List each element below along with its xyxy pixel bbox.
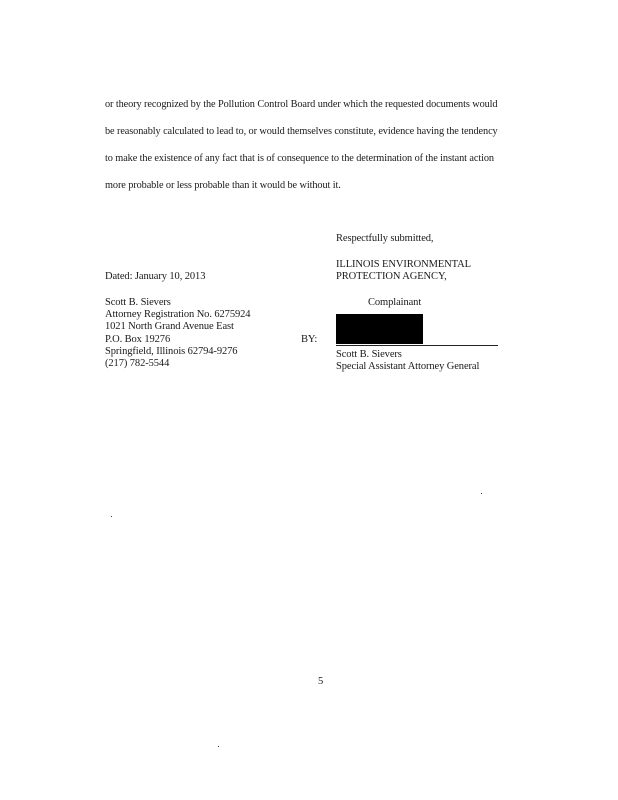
scan-speck <box>481 493 482 494</box>
scan-speck <box>111 516 112 517</box>
body-line-1: or theory recognized by the Pollution Control Board under which the requested documents would <box>105 99 498 110</box>
attorney-registration: Attorney Registration No. 6275924 <box>105 309 251 320</box>
signer-title: Special Assistant Attorney General <box>336 361 480 372</box>
attorney-name: Scott B. Sievers <box>105 297 171 308</box>
party-name-line-2: PROTECTION AGENCY, <box>336 271 447 282</box>
attorney-po-box: P.O. Box 19276 <box>105 334 171 345</box>
attorney-street: 1021 North Grand Avenue East <box>105 321 234 332</box>
signature-line <box>336 345 498 346</box>
date-line: Dated: January 10, 2013 <box>105 271 206 282</box>
attorney-phone: (217) 782-5544 <box>105 358 170 369</box>
signer-name: Scott B. Sievers <box>336 349 402 360</box>
by-label: BY: <box>301 334 318 345</box>
body-line-2: be reasonably calculated to lead to, or would themselves constitute, evidence having the tendency <box>105 126 498 137</box>
attorney-city: Springfield, Illinois 62794-9276 <box>105 346 238 357</box>
closing-text: Respectfully submitted, <box>336 233 434 244</box>
page-number: 5 <box>318 676 324 687</box>
body-line-4: more probable or less probable than it would be without it. <box>105 180 341 191</box>
scan-speck <box>218 746 219 747</box>
redacted-signature <box>336 314 423 344</box>
party-role: Complainant <box>368 297 422 308</box>
body-line-3: to make the existence of any fact that is of consequence to the determination of the instant action <box>105 153 494 164</box>
party-name-line-1: ILLINOIS ENVIRONMENTAL <box>336 259 471 270</box>
